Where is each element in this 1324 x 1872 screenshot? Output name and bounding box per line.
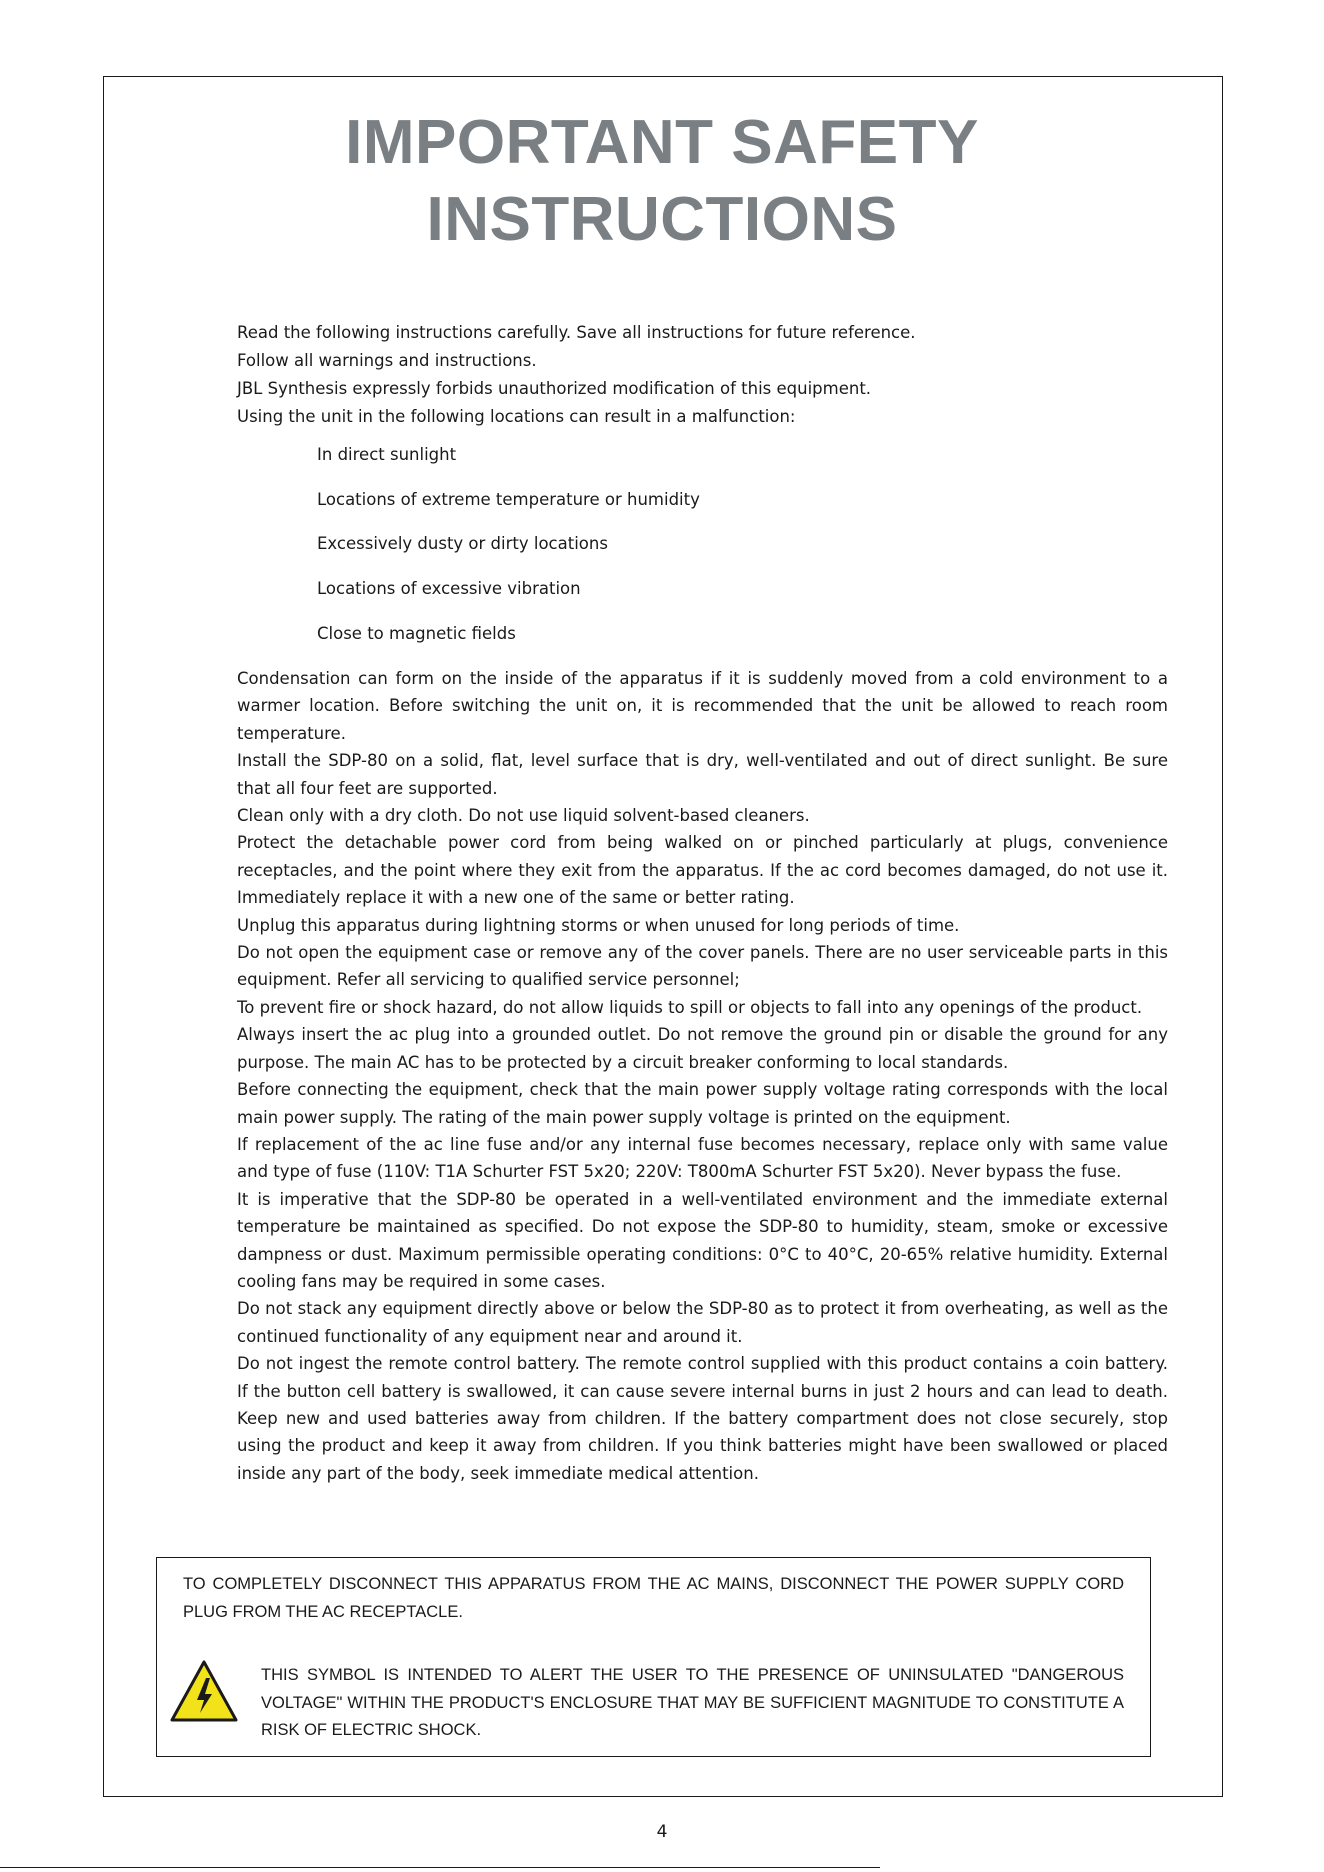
instruction-paragraph: Before connecting the equipment, check that the main power supply voltage rating corresponds with the local main power supply. The rating of the main power supply voltage is printed on the equipment. bbox=[237, 1080, 1168, 1127]
bottom-rule bbox=[0, 1867, 880, 1868]
high-voltage-warning-icon bbox=[169, 1658, 239, 1724]
instruction-paragraph: Install the SDP-80 on a solid, flat, level surface that is dry, well-ventilated and out of direct sunlight. Be sure that all four feet are supported. bbox=[237, 751, 1168, 798]
page-number: 4 bbox=[656, 1822, 668, 1842]
location-item: Locations of excessive vibration bbox=[317, 579, 581, 599]
instruction-paragraph: Clean only with a dry cloth. Do not use liquid solvent-based cleaners. bbox=[237, 806, 810, 826]
safety-instructions-body bbox=[237, 665, 1168, 1487]
instruction-paragraph: Condensation can form on the inside of the apparatus if it is suddenly moved from a cold environment to a warmer location. Before switching the unit on, it is recommended that the unit be allowed to reach room temperature. bbox=[237, 669, 1168, 743]
instruction-paragraph: Protect the detachable power cord from being walked on or pinched particularly at plugs, convenience receptacles, and the point where they exit from the apparatus. If the ac cord becomes damaged, do not use it. Immediately replace it with a new one of the same or better rating. bbox=[237, 833, 1168, 908]
location-item: Close to magnetic fields bbox=[317, 623, 516, 643]
instruction-paragraph: Do not stack any equipment directly above or below the SDP-80 as to protect it from overheating, as well as the continued functionality of any equipment near and around it. bbox=[237, 1299, 1168, 1346]
malfunction-locations-list bbox=[317, 441, 700, 664]
page-title-line-2: INSTRUCTIONS bbox=[426, 185, 898, 254]
instruction-paragraph: It is imperative that the SDP-80 be operated in a well-ventilated environment and the immediate external temperature be maintained as specified. Do not expose the SDP-80 to humidity, steam, smoke or excessive dampness or dust. Maximum permissible operating conditions: 0°C to 40°C, 20-65% relative humidity. External cooling fans may be required in some cases. bbox=[237, 1189, 1168, 1291]
intro-line: JBL Synthesis expressly forbids unauthorized modification of this equipment. bbox=[237, 379, 872, 398]
location-item: Excessively dusty or dirty locations bbox=[317, 534, 608, 554]
instruction-paragraph: Always insert the ac plug into a grounded outlet. Do not remove the ground pin or disable the ground for any purpose. The main AC has to be protected by a circuit breaker conforming to local standards. bbox=[237, 1025, 1168, 1072]
instruction-paragraph: To prevent fire or shock hazard, do not allow liquids to spill or objects to fall into any openings of the product. bbox=[237, 997, 1143, 1017]
intro-line: Read the following instructions carefully. Save all instructions for future reference. bbox=[237, 323, 916, 342]
instruction-paragraph: If replacement of the ac line fuse and/or any internal fuse becomes necessary, replace only with same value and type of fuse (110V: T1A Schurter FST 5x20; 220V: T800mA Schurter FST 5x20). Never bypass the fuse. bbox=[237, 1134, 1168, 1182]
page-title-line-1: IMPORTANT SAFETY bbox=[345, 108, 979, 177]
intro-section bbox=[237, 319, 1197, 431]
instruction-paragraph: Do not ingest the remote control battery. The remote control supplied with this product contains a coin battery. If the button cell battery is swallowed, it can cause severe internal burns in just 2 hours and can lead to death. Keep new and used batteries away from children. If the battery compartment does not close securely, stop using the product and keep it away from children. If you think batteries might have been swallowed or placed inside any part of the body, seek immediate medical attention. bbox=[237, 1354, 1168, 1483]
instruction-paragraph: Unplug this apparatus during lightning storms or when unused for long periods of time. bbox=[237, 915, 960, 935]
location-item: Locations of extreme temperature or humidity bbox=[317, 489, 700, 509]
voltage-symbol-notice: THIS SYMBOL IS INTENDED TO ALERT THE USER TO THE PRESENCE OF UNINSULATED "DANGEROUS VOLTAGE" WITHIN THE PRODUCT'S ENCLOSURE THAT MAY BE SUFFICIENT MAGNITUDE TO CONSTITUTE A RISK OF ELECTRIC SHOCK. bbox=[261, 1666, 1124, 1739]
disconnect-notice: TO COMPLETELY DISCONNECT THIS APPARATUS FROM THE AC MAINS, DISCONNECT THE POWER SUPPLY CORD PLUG FROM THE AC RECEPTACLE. bbox=[183, 1575, 1124, 1621]
warning-box bbox=[156, 1557, 1151, 1757]
instruction-paragraph: Do not open the equipment case or remove any of the cover panels. There are no user serviceable parts in this equipment. Refer all servicing to qualified service personnel; bbox=[237, 943, 1168, 990]
intro-line: Using the unit in the following locations can result in a malfunction: bbox=[237, 407, 796, 426]
intro-line: Follow all warnings and instructions. bbox=[237, 351, 537, 370]
location-item: In direct sunlight bbox=[317, 445, 457, 464]
